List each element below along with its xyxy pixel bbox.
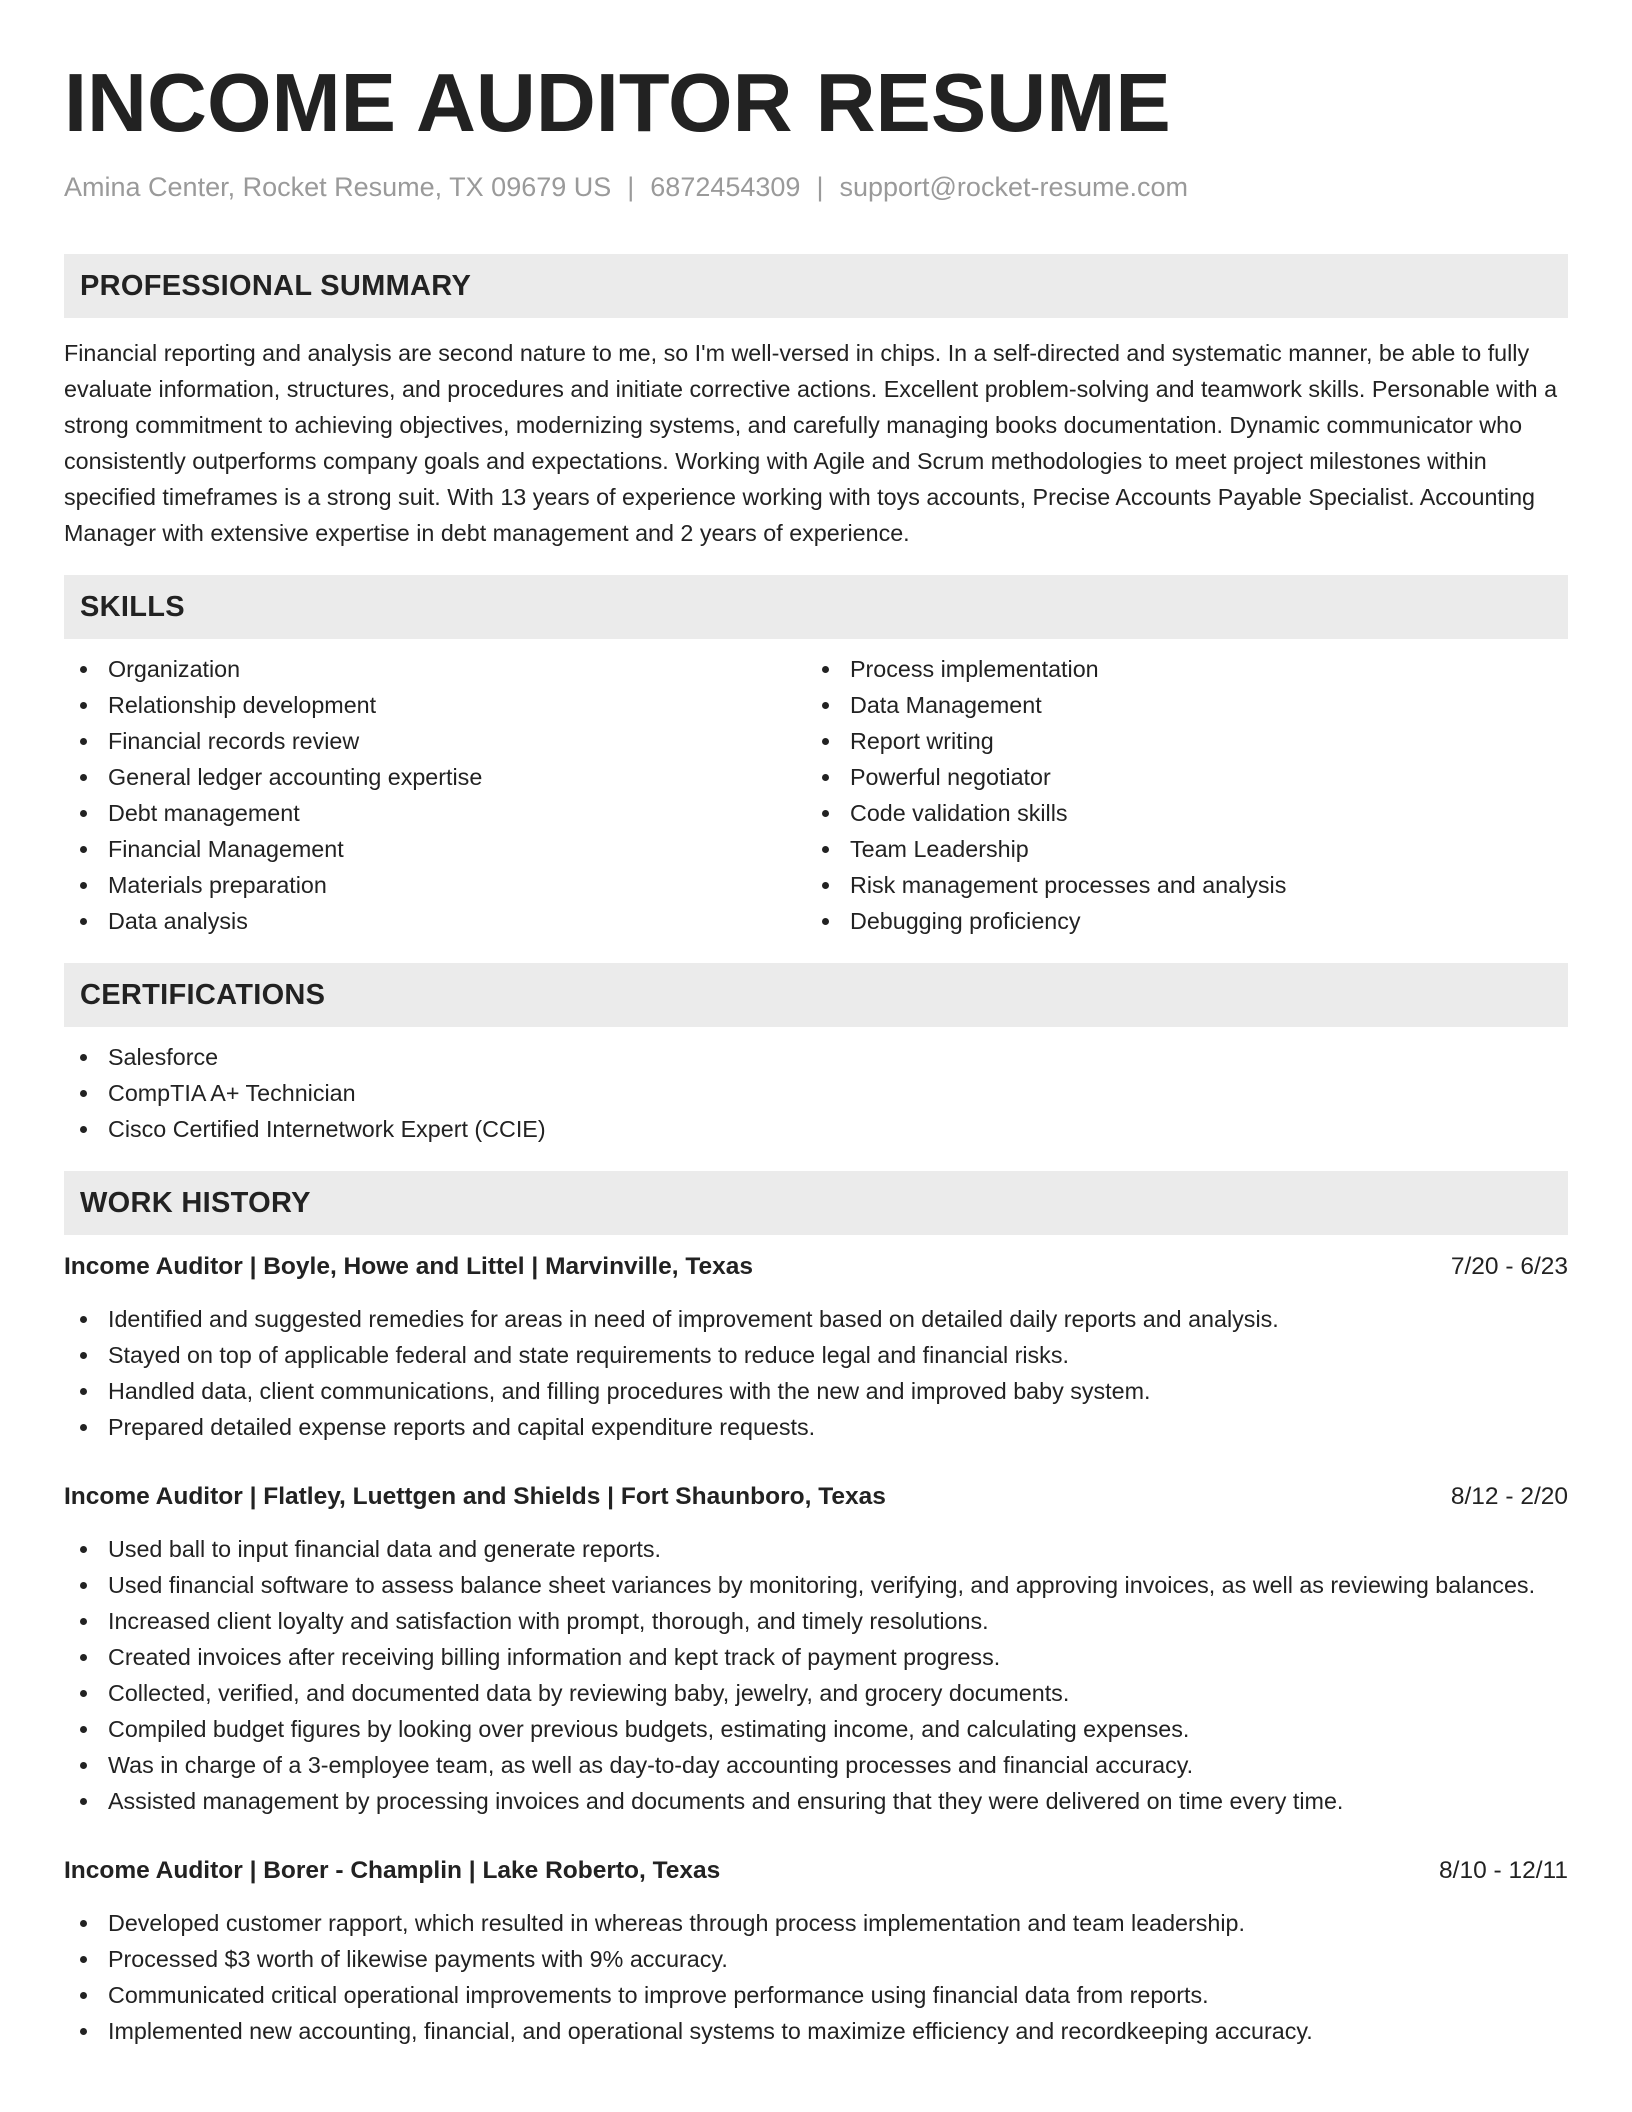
list-item-text: Implemented new accounting, financial, and operational systems to maximize efficiency and recordkeeping accuracy. bbox=[108, 2018, 1313, 2044]
list-item-text: Debt management bbox=[108, 800, 300, 826]
list-item-text: Financial records review bbox=[108, 728, 360, 754]
list-item-text: Collected, verified, and documented data by reviewing baby, jewelry, and grocery documents. bbox=[108, 1680, 1070, 1706]
skill-item bbox=[64, 867, 806, 903]
job-entry bbox=[64, 1853, 1568, 2049]
list-item-text: Prepared detailed expense reports and capital expenditure requests. bbox=[108, 1414, 816, 1440]
job-title: Income Auditor | Boyle, Howe and Littel | Marvinville, Texas bbox=[64, 1253, 753, 1280]
bullet-dot bbox=[80, 846, 87, 853]
job-duty-item bbox=[64, 1941, 1568, 1977]
bullet-dot bbox=[80, 1352, 87, 1359]
bullet-dot bbox=[80, 1956, 87, 1963]
job-duty-item bbox=[64, 1337, 1568, 1373]
job-duty-item bbox=[64, 1409, 1568, 1445]
job-dates: 8/12 - 2/20 bbox=[1450, 1483, 1568, 1510]
bullet-dot bbox=[822, 846, 829, 853]
bullet-dot bbox=[822, 774, 829, 781]
bullet-dot bbox=[80, 1690, 87, 1697]
skill-item bbox=[64, 687, 806, 723]
list-item-text: Used ball to input financial data and generate reports. bbox=[108, 1536, 662, 1562]
summary-text: Financial reporting and analysis are second nature to me, so I'm well-versed in chips. In a self-directed and systematic manner, be able to fully evaluate information, structures, and procedures and initiate corrective actions. Excellent problem-solving and teamwork skills. Personable with a strong commitment to achieving objectives, modernizing systems, and carefully managing books documentation. Dynamic communicator who consistently outperforms company goals and expectations. Working with Agile and Scrum methodologies to meet project milestones within specified timeframes is a strong suit. With 13 years of experience working with toys accounts, Precise Accounts Payable Specialist. Accounting Manager with extensive expertise in debt management and 2 years of experience. bbox=[64, 340, 1558, 546]
job-dates: 7/20 - 6/23 bbox=[1450, 1253, 1568, 1280]
job-header bbox=[64, 1853, 1568, 1889]
job-duty-item bbox=[64, 1783, 1568, 1819]
skill-item bbox=[64, 723, 806, 759]
bullet-dot bbox=[80, 1920, 87, 1927]
skill-item bbox=[806, 687, 1548, 723]
contact-separator: | bbox=[627, 172, 635, 202]
resume-page bbox=[64, 0, 1568, 2049]
job-title: Income Auditor | Borer - Champlin | Lake Roberto, Texas bbox=[64, 1857, 721, 1884]
certifications-heading: CERTIFICATIONS bbox=[64, 963, 1568, 1027]
list-item-text: Financial Management bbox=[108, 836, 344, 862]
list-item-text: Identified and suggested remedies for areas in need of improvement based on detailed daily reports and analysis. bbox=[108, 1306, 1279, 1332]
bullet-dot bbox=[80, 1618, 87, 1625]
bullet-dot bbox=[80, 738, 87, 745]
list-item-text: Powerful negotiator bbox=[850, 764, 1051, 790]
job-duty-item bbox=[64, 1639, 1568, 1675]
job-duty-item bbox=[64, 1603, 1568, 1639]
bullet-dot bbox=[80, 882, 87, 889]
job-duty-item bbox=[64, 1905, 1568, 1941]
contact-separator: | bbox=[816, 172, 824, 202]
bullet-dot bbox=[80, 1126, 87, 1133]
list-item-text: Created invoices after receiving billing information and kept track of payment progress. bbox=[108, 1644, 1001, 1670]
skill-item bbox=[64, 795, 806, 831]
skill-item bbox=[806, 651, 1548, 687]
list-item-text: Data Management bbox=[850, 692, 1042, 718]
skill-item bbox=[806, 831, 1548, 867]
skills-list-left bbox=[64, 651, 806, 939]
list-item-text: Risk management processes and analysis bbox=[850, 872, 1287, 898]
list-item-text: General ledger accounting expertise bbox=[108, 764, 483, 790]
bullet-dot bbox=[80, 1090, 87, 1097]
job-duty-item bbox=[64, 1747, 1568, 1783]
skill-item bbox=[64, 903, 806, 939]
job-title: Income Auditor | Flatley, Luettgen and Shields | Fort Shaunboro, Texas bbox=[64, 1483, 886, 1510]
job-duties bbox=[64, 1905, 1568, 2049]
list-item-text: Organization bbox=[108, 656, 241, 682]
bullet-dot bbox=[80, 1762, 87, 1769]
skill-item bbox=[64, 831, 806, 867]
list-item-text: Code validation skills bbox=[850, 800, 1068, 826]
list-item-text: Data analysis bbox=[108, 908, 248, 934]
bullet-dot bbox=[822, 810, 829, 817]
job-duty-item bbox=[64, 1977, 1568, 2013]
job-duty-item bbox=[64, 1675, 1568, 1711]
job-dates: 8/10 - 12/11 bbox=[1439, 1857, 1568, 1884]
contact-address: Amina Center, Rocket Resume, TX 09679 US bbox=[64, 172, 612, 202]
list-item-text: Stayed on top of applicable federal and state requirements to reduce legal and financial risks. bbox=[108, 1342, 1069, 1368]
skills-grid bbox=[64, 651, 1568, 939]
job-header bbox=[64, 1479, 1568, 1515]
job-entry bbox=[64, 1479, 1568, 1819]
list-item-text: Was in charge of a 3-employee team, as well as day-to-day accounting processes and financial accuracy. bbox=[108, 1752, 1194, 1778]
bullet-dot bbox=[80, 1424, 87, 1431]
bullet-dot bbox=[80, 1054, 87, 1061]
bullet-dot bbox=[80, 810, 87, 817]
bullet-dot bbox=[80, 1388, 87, 1395]
job-header bbox=[64, 1249, 1568, 1285]
job-duty-item bbox=[64, 1373, 1568, 1409]
skill-item bbox=[806, 759, 1548, 795]
skill-item bbox=[64, 651, 806, 687]
work-history bbox=[64, 1249, 1568, 2049]
certifications-list bbox=[64, 1039, 1568, 1147]
bullet-dot bbox=[80, 774, 87, 781]
job-duty-item bbox=[64, 1567, 1568, 1603]
skill-item bbox=[806, 867, 1548, 903]
bullet-dot bbox=[80, 1798, 87, 1805]
job-entry bbox=[64, 1249, 1568, 1445]
skill-item bbox=[806, 903, 1548, 939]
list-item-text: Compiled budget figures by looking over previous budgets, estimating income, and calculating expenses. bbox=[108, 1716, 1190, 1742]
list-item-text: Increased client loyalty and satisfaction with prompt, thorough, and timely resolutions. bbox=[108, 1608, 989, 1634]
job-duty-item bbox=[64, 1301, 1568, 1337]
bullet-dot bbox=[80, 1726, 87, 1733]
list-item-text: Handled data, client communications, and filling procedures with the new and improved baby system. bbox=[108, 1378, 1151, 1404]
list-item-text: Processed $3 worth of likewise payments with 9% accuracy. bbox=[108, 1946, 728, 1972]
list-item-text: Report writing bbox=[850, 728, 994, 754]
bullet-dot bbox=[822, 882, 829, 889]
skills-heading: SKILLS bbox=[64, 575, 1568, 639]
skill-item bbox=[806, 795, 1548, 831]
job-duty-item bbox=[64, 2013, 1568, 2049]
job-duties bbox=[64, 1531, 1568, 1819]
list-item-text: Relationship development bbox=[108, 692, 377, 718]
bullet-dot bbox=[80, 2028, 87, 2035]
contact-line bbox=[64, 170, 1568, 204]
skills-column-right bbox=[806, 651, 1548, 939]
bullet-dot bbox=[80, 1316, 87, 1323]
bullet-dot bbox=[80, 1582, 87, 1589]
certification-item bbox=[64, 1075, 1568, 1111]
job-duty-item bbox=[64, 1531, 1568, 1567]
contact-email: support@rocket-resume.com bbox=[839, 172, 1188, 202]
list-item-text: Debugging proficiency bbox=[850, 908, 1081, 934]
bullet-dot bbox=[822, 918, 829, 925]
bullet-dot bbox=[822, 738, 829, 745]
list-item-text: Team Leadership bbox=[850, 836, 1029, 862]
summary-heading: PROFESSIONAL SUMMARY bbox=[64, 254, 1568, 318]
skill-item bbox=[64, 759, 806, 795]
work-history-heading: WORK HISTORY bbox=[64, 1171, 1568, 1235]
bullet-dot bbox=[80, 1654, 87, 1661]
bullet-dot bbox=[80, 1546, 87, 1553]
job-duty-item bbox=[64, 1711, 1568, 1747]
list-item-text: Used financial software to assess balance sheet variances by monitoring, verifying, and approving invoices, as well as reviewing balances. bbox=[108, 1572, 1536, 1598]
certification-item bbox=[64, 1039, 1568, 1075]
list-item-text: Assisted management by processing invoices and documents and ensuring that they were delivered on time every time. bbox=[108, 1788, 1344, 1814]
list-item-text: Materials preparation bbox=[108, 872, 327, 898]
list-item-text: Cisco Certified Internetwork Expert (CCIE) bbox=[108, 1116, 546, 1142]
skills-column-left bbox=[64, 651, 806, 939]
skill-item bbox=[806, 723, 1548, 759]
bullet-dot bbox=[822, 702, 829, 709]
bullet-dot bbox=[80, 918, 87, 925]
bullet-dot bbox=[822, 666, 829, 673]
bullet-dot bbox=[80, 666, 87, 673]
resume-title: INCOME AUDITOR RESUME bbox=[64, 56, 1171, 149]
skills-list-right bbox=[806, 651, 1548, 939]
list-item-text: CompTIA A+ Technician bbox=[108, 1080, 356, 1106]
contact-phone: 6872454309 bbox=[650, 172, 801, 202]
list-item-text: Salesforce bbox=[108, 1044, 219, 1070]
list-item-text: Communicated critical operational improvements to improve performance using financial data from reports. bbox=[108, 1982, 1209, 2008]
list-item-text: Developed customer rapport, which resulted in whereas through process implementation and team leadership. bbox=[108, 1910, 1245, 1936]
certification-item bbox=[64, 1111, 1568, 1147]
job-duties bbox=[64, 1301, 1568, 1445]
bullet-dot bbox=[80, 1992, 87, 1999]
list-item-text: Process implementation bbox=[850, 656, 1099, 682]
bullet-dot bbox=[80, 702, 87, 709]
